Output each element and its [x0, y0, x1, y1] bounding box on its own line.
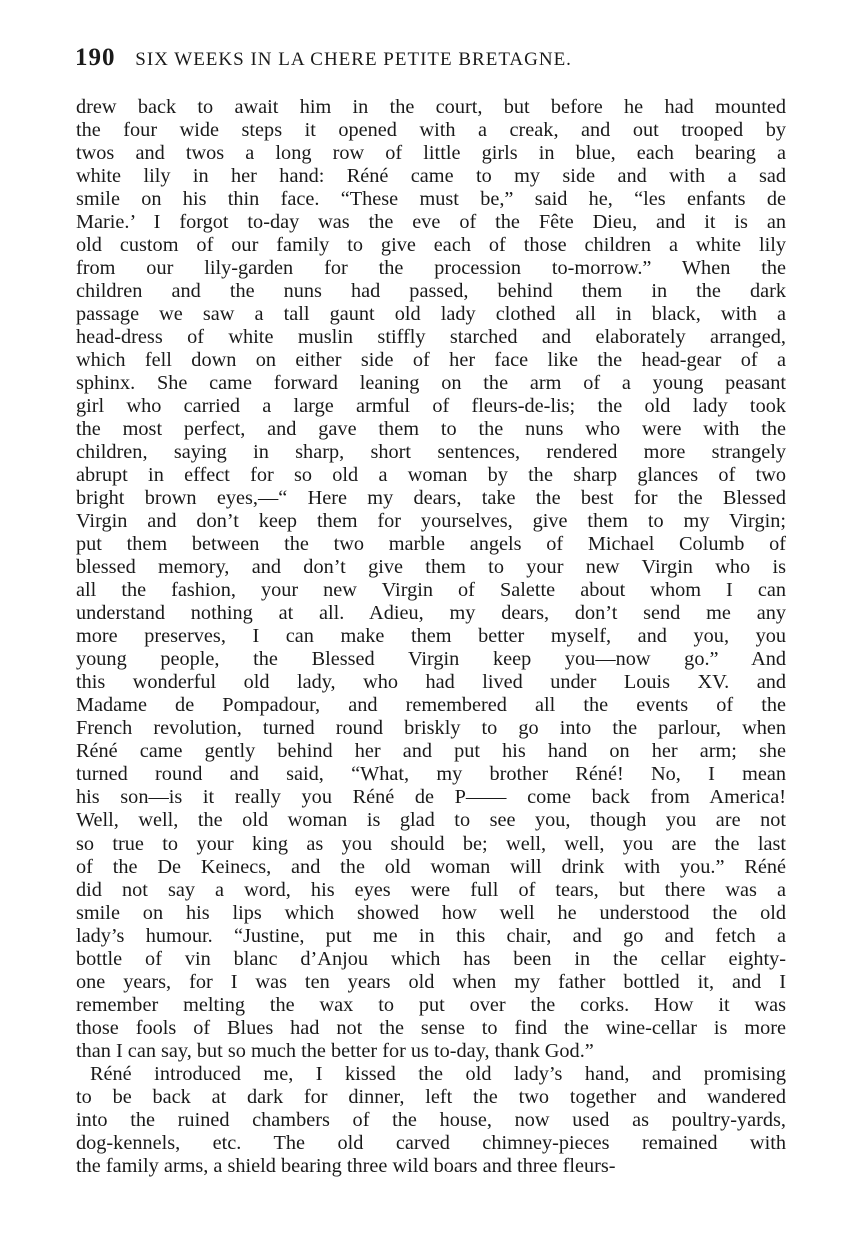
paragraph — [76, 96, 786, 1063]
running-header — [75, 44, 795, 72]
text-line: smile on his lips which showed how well he understood the old — [76, 901, 786, 924]
text-line: passage we saw a tall gaunt old lady clothed all in black, with a — [76, 303, 786, 326]
text-line: smile on his thin face. “These must be,” said he, “les enfants de — [76, 188, 786, 211]
text-line: sphinx. She came forward leaning on the arm of a young peasant — [76, 372, 786, 395]
text-line: from our lily-garden for the procession to-morrow.” When the — [76, 257, 786, 280]
text-line: did not say a word, his eyes were full of tears, but there was a — [76, 878, 786, 901]
text-line: blessed memory, and don’t give them to your new Virgin who is — [76, 556, 786, 579]
text-line: those fools of Blues had not the sense to find the wine-cellar is more — [76, 1016, 786, 1039]
text-line: turned round and said, “What, my brother Réné! No, I mean — [76, 763, 786, 786]
text-line: twos and twos a long row of little girls in blue, each bearing a — [76, 142, 786, 165]
running-title: SIX WEEKS IN LA CHERE PETITE BRETAGNE. — [135, 49, 572, 70]
text-line: remember melting the wax to put over the corks. How it was — [76, 993, 786, 1016]
text-line: which fell down on either side of her face like the head-gear of a — [76, 349, 786, 372]
text-line: Réné came gently behind her and put his hand on her arm; she — [76, 740, 786, 763]
text-line: bottle of vin blanc d’Anjou which has been in the cellar eighty- — [76, 947, 786, 970]
paragraph — [76, 1063, 786, 1178]
text-line: old custom of our family to give each of those children a white lily — [76, 234, 786, 257]
text-line: children and the nuns had passed, behind them in the dark — [76, 280, 786, 303]
text-line: French revolution, turned round briskly to go into the parlour, when — [76, 717, 786, 740]
text-line: his son—is it really you Réné de P—— come back from America! — [76, 786, 786, 809]
text-line: head-dress of white muslin stiffly starched and elaborately arranged, — [76, 326, 786, 349]
text-line: drew back to await him in the court, but before he had mounted — [76, 96, 786, 118]
text-line: Marie.’ I forgot to-day was the eve of the Fête Dieu, and it is an — [76, 211, 786, 234]
text-line: than I can say, but so much the better for us to-day, thank God.” — [76, 1039, 594, 1062]
text-line: bright brown eyes,—“ Here my dears, take the best for the Blessed — [76, 487, 786, 510]
text-line: young people, the Blessed Virgin keep you—now go.” And — [76, 648, 786, 671]
text-line: white lily in her hand: Réné came to my side and with a sad — [76, 165, 786, 188]
text-line: the most perfect, and gave them to the nuns who were with the — [76, 418, 786, 441]
text-line: this wonderful old lady, who had lived under Louis XV. and — [76, 671, 786, 694]
body-text — [76, 96, 786, 1178]
text-line: Madame de Pompadour, and remembered all the events of the — [76, 694, 786, 717]
text-line: more preserves, I can make them better myself, and you, you — [76, 625, 786, 648]
text-line: abrupt in effect for so old a woman by the sharp glances of two — [76, 464, 786, 487]
text-line: one years, for I was ten years old when my father bottled it, and I — [76, 970, 786, 993]
text-line: the four wide steps it opened with a creak, and out trooped by — [76, 119, 786, 142]
text-line: into the ruined chambers of the house, now used as poultry-yards, — [76, 1108, 786, 1131]
text-line: children, saying in sharp, short sentences, rendered more strangely — [76, 441, 786, 464]
text-line: Well, well, the old woman is glad to see you, though you are not — [76, 809, 786, 832]
text-line: Virgin and don’t keep them for yourselves, give them to my Virgin; — [76, 510, 786, 533]
text-line: dog-kennels, etc. The old carved chimney-pieces remained with — [76, 1131, 786, 1154]
text-line: all the fashion, your new Virgin of Salette about whom I can — [76, 579, 786, 602]
text-line: understand nothing at all. Adieu, my dears, don’t send me any — [76, 602, 786, 625]
text-line: so true to your king as you should be; well, well, you are the last — [76, 832, 786, 855]
page-number: 190 — [75, 44, 116, 71]
text-line: Réné introduced me, I kissed the old lady’s hand, and promising — [90, 1062, 786, 1085]
text-line: to be back at dark for dinner, left the two together and wandered — [76, 1085, 786, 1108]
text-line: girl who carried a large armful of fleurs-de-lis; the old lady took — [76, 395, 786, 418]
text-line: the family arms, a shield bearing three wild boars and three fleurs- — [76, 1154, 616, 1177]
text-line: lady’s humour. “Justine, put me in this chair, and go and fetch a — [76, 924, 786, 947]
text-line: of the De Keinecs, and the old woman will drink with you.” Réné — [76, 855, 786, 878]
text-line: put them between the two marble angels of Michael Columb of — [76, 533, 786, 556]
